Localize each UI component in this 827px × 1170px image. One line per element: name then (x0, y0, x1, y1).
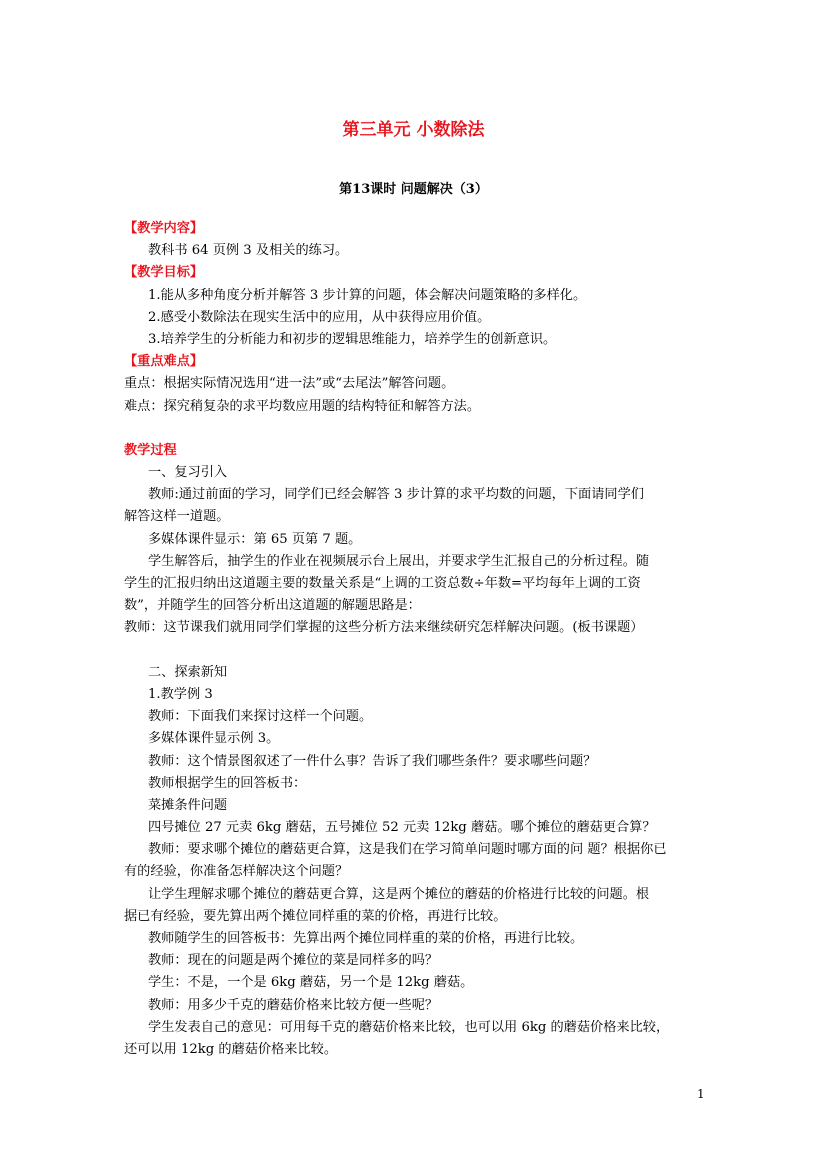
unit-title: 第三单元 小数除法 (342, 120, 485, 140)
section-heading-goals: 【教学目标】 (124, 265, 204, 281)
paragraph: 四号摊位 27 元卖 6kg 蘑菇，五号摊位 52 元卖 12kg 蘑菇。哪个摊位的蘑菇更合算？ (148, 820, 656, 836)
paragraph: 菜摊条件问题 (148, 797, 228, 813)
paragraph: 教师随学生的回答板书：先算出两个摊位同样重的菜的价格，再进行比较。 (148, 931, 584, 946)
paragraph-cont: 有的经验，你准备怎样解决这个问题？ (124, 864, 349, 880)
key-point: 重点：根据实际情况选用“进一法”或“去尾法”解答问题。 (124, 376, 455, 392)
paragraph: 学生发表自己的意见：可用每千克的蘑菇价格来比较，也可以用 6kg 的蘑菇价格来比较， (148, 1019, 670, 1035)
paragraph: 教师：这个情景图叙述了一件什么事？告诉了我们哪些条件？要求哪些问题？ (148, 753, 597, 769)
paragraph: 学生：不是，一个是 6kg 蘑菇，另一个是 12kg 蘑菇。 (148, 975, 474, 991)
goal-item: 3.培养学生的分析能力和初步的逻辑思维能力，培养学生的创新意识。 (148, 331, 557, 347)
paragraph: 让学生理解求哪个摊位的蘑菇更合算，这是两个摊位的蘑菇的价格进行比较的问题。根 (148, 886, 650, 902)
paragraph: 教师：这节课我们就用同学们掌握的这些分析方法来继续研究怎样解决问题。(板书课题） (124, 620, 644, 636)
paragraph: 教师:通过前面的学习，同学们已经会解答 3 步计算的求平均数的问题，下面请同学们 (148, 487, 644, 503)
document-body (124, 218, 714, 1061)
paragraph: 1.教学例 3 (148, 686, 213, 702)
goal-item: 1.能从多种角度分析并解答 3 步计算的问题，体会解决问题策略的多样化。 (148, 287, 587, 303)
lesson-subtitle: 第13课时 问题解决（3） (339, 182, 488, 197)
difficult-point: 难点：探究稍复杂的求平均数应用题的结构特征和解答方法。 (124, 398, 481, 414)
content-line: 教科书 64 页例 3 及相关的练习。 (148, 243, 349, 259)
paragraph: 教师：现在的问题是两个摊位的菜是同样多的吗？ (148, 953, 439, 969)
spacer (124, 640, 714, 662)
paragraph: 多媒体课件显示例 3。 (148, 731, 280, 747)
paragraph-cont: 解答这样一道题。 (124, 509, 230, 525)
paragraph-cont: 据已有经验，要先算出两个摊位同样重的菜的价格，再进行比较。 (124, 908, 507, 924)
paragraph: 教师：要求哪个摊位的蘑菇更合算，这是我们在学习简单问题时哪方面的问 题？根据你已 (148, 842, 667, 858)
spacer (124, 418, 714, 440)
page-number: 1 (697, 1087, 705, 1101)
paragraph-cont: 还可以用 12kg 的蘑菇价格来比较。 (124, 1041, 338, 1057)
paragraph: 教师根据学生的回答板书： (148, 775, 307, 791)
paragraph-cont: 学生的汇报归纳出这道题主要的数量关系是“上调的工资总数÷年数=平均每年上调的工资 (124, 576, 641, 591)
section-heading-content: 【教学内容】 (124, 221, 204, 236)
paragraph: 教师：下面我们来探讨这样一个问题。 (148, 709, 373, 725)
section-heading-key-points: 【重点难点】 (124, 354, 204, 370)
paragraph: 多媒体课件显示：第 65 页第 7 题。 (148, 531, 362, 547)
section-heading-process: 教学过程 (124, 442, 177, 458)
paragraph: 教师：用多少千克的蘑菇价格来比较方便一些呢？ (148, 997, 439, 1013)
paragraph: 学生解答后，抽学生的作业在视频展示台上展出，并要求学生汇报自己的分析过程。随 (148, 553, 650, 569)
goal-item: 2.感受小数除法在现实生活中的应用，从中获得应用价值。 (148, 309, 491, 325)
paragraph-cont: 数”，并随学生的回答分析出这道题的解题思路是： (124, 598, 421, 614)
paragraph: 一、复习引入 (148, 465, 228, 481)
paragraph: 二、探索新知 (148, 664, 228, 680)
